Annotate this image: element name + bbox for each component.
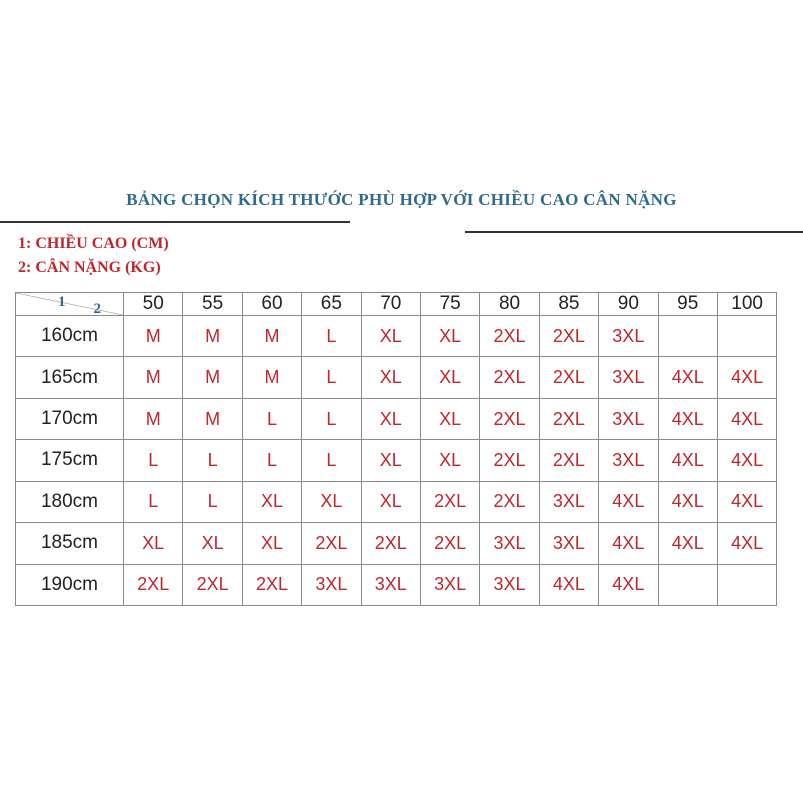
- size-cell: L: [302, 398, 361, 439]
- legend-weight: 2: CÂN NẶNG (KG): [18, 259, 161, 276]
- size-cell: 3XL: [539, 481, 598, 522]
- size-cell: XL: [361, 316, 420, 357]
- size-cell: 2XL: [539, 316, 598, 357]
- size-cell: M: [183, 316, 242, 357]
- divider-left: [0, 221, 350, 223]
- size-cell: 3XL: [599, 357, 658, 398]
- size-cell: 4XL: [658, 440, 717, 481]
- height-cell: 165cm: [16, 357, 124, 398]
- weight-header-cell: 90: [599, 293, 658, 316]
- size-cell: XL: [361, 481, 420, 522]
- size-cell: 4XL: [599, 564, 658, 605]
- size-cell: 4XL: [599, 523, 658, 564]
- size-cell: 3XL: [420, 564, 479, 605]
- size-cell: 4XL: [717, 357, 776, 398]
- diagonal-line: [16, 293, 123, 315]
- height-cell: 170cm: [16, 398, 124, 439]
- size-cell: M: [124, 357, 183, 398]
- size-cell: 3XL: [480, 564, 539, 605]
- size-cell: [717, 564, 776, 605]
- height-cell: 180cm: [16, 481, 124, 522]
- size-cell: XL: [420, 440, 479, 481]
- size-cell: 2XL: [420, 523, 479, 564]
- height-cell: 185cm: [16, 523, 124, 564]
- table-row: [16, 357, 777, 398]
- size-cell: 4XL: [658, 357, 717, 398]
- size-cell: 2XL: [480, 440, 539, 481]
- size-cell: XL: [124, 523, 183, 564]
- size-cell: XL: [302, 481, 361, 522]
- size-cell: [658, 564, 717, 605]
- size-cell: 4XL: [539, 564, 598, 605]
- weight-header-cell: 75: [420, 293, 479, 316]
- table-row: [16, 481, 777, 522]
- size-cell: 3XL: [361, 564, 420, 605]
- size-cell: L: [124, 440, 183, 481]
- size-cell: 3XL: [599, 440, 658, 481]
- size-cell: 2XL: [539, 440, 598, 481]
- size-cell: 4XL: [717, 398, 776, 439]
- size-cell: XL: [420, 316, 479, 357]
- size-cell: XL: [242, 481, 301, 522]
- divider-right: [465, 231, 803, 233]
- corner-cell: [16, 293, 124, 316]
- size-cell: 3XL: [599, 398, 658, 439]
- height-cell: 160cm: [16, 316, 124, 357]
- size-cell: 2XL: [480, 316, 539, 357]
- weight-header-cell: 65: [302, 293, 361, 316]
- size-cell: XL: [420, 398, 479, 439]
- size-cell: 2XL: [480, 481, 539, 522]
- table-row: [16, 398, 777, 439]
- size-cell: XL: [242, 523, 301, 564]
- size-cell: 4XL: [658, 523, 717, 564]
- size-cell: [658, 316, 717, 357]
- chart-title: BẢNG CHỌN KÍCH THƯỚC PHÙ HỢP VỚI CHIỀU CAO CÂN NẶNG: [126, 190, 677, 209]
- size-cell: 2XL: [302, 523, 361, 564]
- weight-header-cell: 70: [361, 293, 420, 316]
- size-table: [15, 292, 777, 606]
- height-cell: 175cm: [16, 440, 124, 481]
- size-cell: 2XL: [539, 357, 598, 398]
- size-cell: L: [242, 440, 301, 481]
- weight-header-cell: 55: [183, 293, 242, 316]
- weight-header-row: [16, 293, 777, 316]
- size-cell: L: [302, 440, 361, 481]
- size-cell: 2XL: [242, 564, 301, 605]
- size-cell: M: [124, 316, 183, 357]
- size-cell: L: [124, 481, 183, 522]
- table-row: [16, 564, 777, 605]
- size-cell: 4XL: [717, 440, 776, 481]
- size-cell: 4XL: [717, 523, 776, 564]
- size-cell: XL: [420, 357, 479, 398]
- size-cell: [717, 316, 776, 357]
- table-row: [16, 440, 777, 481]
- size-cell: 4XL: [658, 398, 717, 439]
- size-cell: M: [183, 398, 242, 439]
- weight-header-cell: 80: [480, 293, 539, 316]
- table-row: [16, 316, 777, 357]
- size-cell: 2XL: [480, 398, 539, 439]
- size-cell: M: [124, 398, 183, 439]
- size-cell: 2XL: [183, 564, 242, 605]
- size-cell: 3XL: [302, 564, 361, 605]
- size-cell: XL: [361, 440, 420, 481]
- size-cell: XL: [361, 398, 420, 439]
- size-cell: XL: [361, 357, 420, 398]
- size-cell: XL: [183, 523, 242, 564]
- size-cell: 2XL: [480, 357, 539, 398]
- weight-header-cell: 100: [717, 293, 776, 316]
- height-cell: 190cm: [16, 564, 124, 605]
- size-cell: 4XL: [658, 481, 717, 522]
- size-cell: L: [242, 398, 301, 439]
- size-cell: 2XL: [539, 398, 598, 439]
- size-cell: 3XL: [539, 523, 598, 564]
- table-row: [16, 523, 777, 564]
- size-cell: 3XL: [480, 523, 539, 564]
- size-cell: L: [302, 316, 361, 357]
- weight-header-cell: 85: [539, 293, 598, 316]
- size-cell: 2XL: [420, 481, 479, 522]
- size-cell: L: [183, 440, 242, 481]
- size-cell: M: [242, 357, 301, 398]
- size-cell: 4XL: [717, 481, 776, 522]
- weight-header-cell: 95: [658, 293, 717, 316]
- size-cell: L: [302, 357, 361, 398]
- weight-header-cell: 50: [124, 293, 183, 316]
- size-cell: 2XL: [361, 523, 420, 564]
- size-cell: 4XL: [599, 481, 658, 522]
- size-cell: M: [242, 316, 301, 357]
- corner-label-height: 1: [58, 294, 66, 310]
- size-cell: L: [183, 481, 242, 522]
- legend-height: 1: CHIỀU CAO (CM): [18, 235, 169, 252]
- size-cell: 3XL: [599, 316, 658, 357]
- corner-label-weight: 2: [93, 301, 101, 317]
- size-cell: 2XL: [124, 564, 183, 605]
- size-cell: M: [183, 357, 242, 398]
- weight-header-cell: 60: [242, 293, 301, 316]
